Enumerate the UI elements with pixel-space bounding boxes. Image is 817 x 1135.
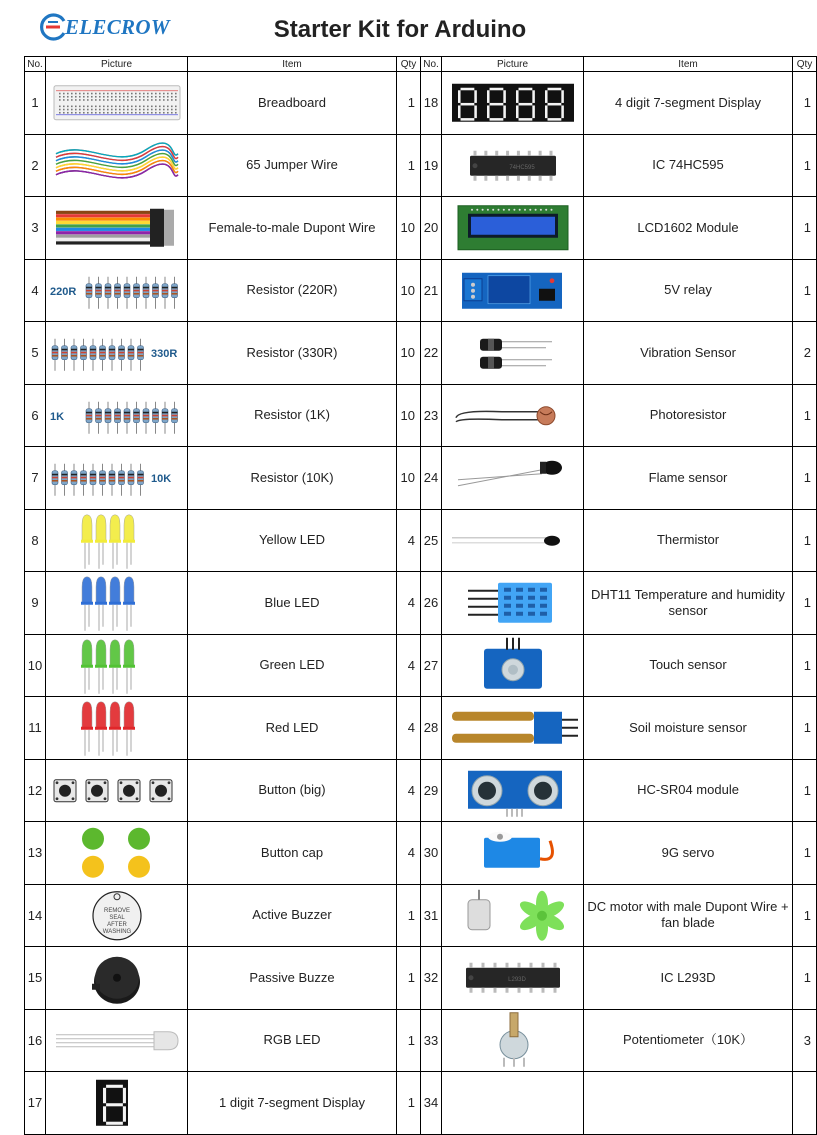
table-row bbox=[25, 572, 817, 635]
item-picture bbox=[442, 197, 584, 260]
servo-icon bbox=[442, 822, 584, 884]
parts-table bbox=[24, 56, 817, 1135]
item-picture bbox=[46, 572, 188, 635]
led-icon bbox=[46, 510, 188, 572]
motor-icon bbox=[442, 885, 584, 947]
item-name: Resistor (1K) bbox=[188, 384, 397, 447]
item-name: Soil moisture sensor bbox=[584, 697, 793, 760]
item-picture bbox=[46, 72, 188, 135]
vibration-icon bbox=[442, 322, 584, 384]
item-picture bbox=[46, 1009, 188, 1072]
buzzer-active-icon bbox=[46, 885, 188, 947]
col-header-picture: Picture bbox=[46, 57, 188, 72]
item-quantity: 1 bbox=[793, 884, 817, 947]
item-picture bbox=[46, 259, 188, 322]
item-quantity: 1 bbox=[397, 1009, 421, 1072]
col-header-picture: Picture bbox=[442, 57, 584, 72]
item-number: 7 bbox=[25, 447, 46, 510]
resistor-icon bbox=[46, 385, 188, 447]
ic595-icon bbox=[442, 135, 584, 197]
svg-text:REMOVE: REMOVE bbox=[103, 907, 131, 914]
resistor-value-label: 220R bbox=[50, 285, 77, 298]
col-header-no: No. bbox=[25, 57, 46, 72]
item-number: 21 bbox=[421, 259, 442, 322]
item-quantity: 10 bbox=[397, 197, 421, 260]
item-picture bbox=[46, 822, 188, 885]
brand-name: ELECROW bbox=[65, 14, 170, 39]
ic293-icon bbox=[442, 947, 584, 1009]
resistor-value-label: 10K bbox=[151, 472, 172, 485]
item-number: 8 bbox=[25, 509, 46, 572]
resistor-icon bbox=[46, 322, 188, 384]
item-quantity: 1 bbox=[793, 634, 817, 697]
col-header-qty: Qty bbox=[793, 57, 817, 72]
item-number: 2 bbox=[25, 134, 46, 197]
table-row bbox=[25, 134, 817, 197]
item-number: 29 bbox=[421, 759, 442, 822]
item-quantity: 4 bbox=[397, 634, 421, 697]
item-quantity: 1 bbox=[793, 822, 817, 885]
item-name: Button cap bbox=[188, 822, 397, 885]
item-picture bbox=[442, 697, 584, 760]
item-name: Vibration Sensor bbox=[584, 322, 793, 385]
soil-icon bbox=[442, 697, 584, 759]
svg-text:WASHING: WASHING bbox=[102, 928, 132, 935]
col-header-item: Item bbox=[584, 57, 793, 72]
item-name: IC 74HC595 bbox=[584, 134, 793, 197]
table-row bbox=[25, 822, 817, 885]
ultrasonic-icon bbox=[442, 760, 584, 822]
item-name: Breadboard bbox=[188, 72, 397, 135]
resistor-value-label: 330R bbox=[151, 347, 178, 360]
item-name: Resistor (10K) bbox=[188, 447, 397, 510]
item-quantity: 3 bbox=[793, 1009, 817, 1072]
item-picture bbox=[46, 947, 188, 1010]
item-picture bbox=[46, 1072, 188, 1135]
table-row bbox=[25, 947, 817, 1010]
item-number: 16 bbox=[25, 1009, 46, 1072]
item-name: Flame sensor bbox=[584, 447, 793, 510]
item-number: 23 bbox=[421, 384, 442, 447]
col-header-item: Item bbox=[188, 57, 397, 72]
item-name: DHT11 Temperature and humidity sensor bbox=[584, 572, 793, 635]
item-quantity: 1 bbox=[793, 447, 817, 510]
item-picture bbox=[442, 259, 584, 322]
item-quantity: 1 bbox=[793, 572, 817, 635]
item-name: Resistor (220R) bbox=[188, 259, 397, 322]
item-number: 9 bbox=[25, 572, 46, 635]
item-picture bbox=[442, 1009, 584, 1072]
item-picture bbox=[46, 447, 188, 510]
table-header-row bbox=[25, 57, 817, 72]
item-name: Thermistor bbox=[584, 509, 793, 572]
table-row bbox=[25, 197, 817, 260]
item-quantity bbox=[793, 1072, 817, 1135]
item-number: 5 bbox=[25, 322, 46, 385]
table-row bbox=[25, 1072, 817, 1135]
table-row bbox=[25, 759, 817, 822]
item-name: Potentiometer（10K） bbox=[584, 1009, 793, 1072]
seg4-icon bbox=[442, 72, 584, 134]
item-name: Touch sensor bbox=[584, 634, 793, 697]
pot-icon bbox=[442, 1010, 584, 1072]
svg-text:L293D: L293D bbox=[508, 976, 526, 983]
resistor-icon bbox=[46, 260, 188, 322]
item-number: 27 bbox=[421, 634, 442, 697]
caps-icon bbox=[46, 822, 188, 884]
item-quantity: 1 bbox=[793, 384, 817, 447]
item-picture bbox=[442, 572, 584, 635]
buzzer-passive-icon bbox=[46, 947, 188, 1009]
item-quantity: 10 bbox=[397, 259, 421, 322]
item-quantity: 10 bbox=[397, 447, 421, 510]
item-picture bbox=[46, 759, 188, 822]
document-title: Starter Kit for Arduino bbox=[273, 16, 527, 43]
table-row bbox=[25, 509, 817, 572]
item-picture bbox=[442, 322, 584, 385]
table-row bbox=[25, 384, 817, 447]
item-quantity: 1 bbox=[397, 947, 421, 1010]
item-number: 6 bbox=[25, 384, 46, 447]
item-quantity: 4 bbox=[397, 697, 421, 760]
item-quantity: 1 bbox=[793, 134, 817, 197]
item-name: 5V relay bbox=[584, 259, 793, 322]
item-quantity: 4 bbox=[397, 509, 421, 572]
page-header bbox=[0, 0, 800, 56]
item-name: RGB LED bbox=[188, 1009, 397, 1072]
table-row bbox=[25, 322, 817, 385]
item-quantity: 1 bbox=[793, 759, 817, 822]
item-picture bbox=[46, 697, 188, 760]
item-picture bbox=[46, 197, 188, 260]
item-number: 4 bbox=[25, 259, 46, 322]
item-name: HC-SR04 module bbox=[584, 759, 793, 822]
item-picture bbox=[442, 134, 584, 197]
rgb-icon bbox=[46, 1010, 188, 1072]
item-number: 25 bbox=[421, 509, 442, 572]
seg1-icon bbox=[46, 1072, 188, 1134]
item-picture bbox=[442, 822, 584, 885]
item-name: Green LED bbox=[188, 634, 397, 697]
resistor-value-label: 1K bbox=[50, 410, 65, 423]
item-name: Blue LED bbox=[188, 572, 397, 635]
col-header-qty: Qty bbox=[397, 57, 421, 72]
button-icon bbox=[46, 760, 188, 822]
item-number: 18 bbox=[421, 72, 442, 135]
breadboard-icon bbox=[46, 72, 188, 134]
item-name: Resistor (330R) bbox=[188, 322, 397, 385]
item-quantity: 1 bbox=[397, 72, 421, 135]
item-quantity: 2 bbox=[793, 322, 817, 385]
item-name: DC motor with male Dupont Wire + fan blade bbox=[584, 884, 793, 947]
item-number: 12 bbox=[25, 759, 46, 822]
table-row bbox=[25, 447, 817, 510]
item-quantity: 4 bbox=[397, 759, 421, 822]
item-name: Photoresistor bbox=[584, 384, 793, 447]
table-row bbox=[25, 884, 817, 947]
item-picture bbox=[46, 509, 188, 572]
item-picture bbox=[46, 134, 188, 197]
item-picture bbox=[442, 1072, 584, 1135]
item-name: 4 digit 7-segment Display bbox=[584, 72, 793, 135]
item-name: 9G servo bbox=[584, 822, 793, 885]
item-picture bbox=[46, 322, 188, 385]
dht-icon bbox=[442, 572, 584, 634]
item-number: 17 bbox=[25, 1072, 46, 1135]
item-quantity: 1 bbox=[397, 134, 421, 197]
item-quantity: 10 bbox=[397, 322, 421, 385]
svg-text:AFTER: AFTER bbox=[107, 921, 127, 928]
lcd-icon bbox=[442, 197, 584, 259]
table-row bbox=[25, 259, 817, 322]
item-picture bbox=[442, 509, 584, 572]
resistor-icon bbox=[46, 447, 188, 509]
item-picture bbox=[442, 947, 584, 1010]
item-name: 1 digit 7-segment Display bbox=[188, 1072, 397, 1135]
flame-icon bbox=[442, 447, 584, 509]
item-picture bbox=[442, 72, 584, 135]
item-picture bbox=[442, 759, 584, 822]
item-number: 1 bbox=[25, 72, 46, 135]
item-quantity: 4 bbox=[397, 572, 421, 635]
item-number: 19 bbox=[421, 134, 442, 197]
item-quantity: 10 bbox=[397, 384, 421, 447]
item-number: 13 bbox=[25, 822, 46, 885]
item-quantity: 1 bbox=[793, 197, 817, 260]
item-name: LCD1602 Module bbox=[584, 197, 793, 260]
item-number: 10 bbox=[25, 634, 46, 697]
item-name: Active Buzzer bbox=[188, 884, 397, 947]
item-number: 32 bbox=[421, 947, 442, 1010]
table-row bbox=[25, 697, 817, 760]
relay-icon bbox=[442, 260, 584, 322]
item-number: 22 bbox=[421, 322, 442, 385]
led-icon bbox=[46, 697, 188, 759]
col-header-no: No. bbox=[421, 57, 442, 72]
item-number: 26 bbox=[421, 572, 442, 635]
item-quantity: 1 bbox=[793, 259, 817, 322]
item-name: 65 Jumper Wire bbox=[188, 134, 397, 197]
item-picture bbox=[442, 384, 584, 447]
item-quantity: 1 bbox=[397, 884, 421, 947]
table-row bbox=[25, 634, 817, 697]
item-name: Button (big) bbox=[188, 759, 397, 822]
item-name: Yellow LED bbox=[188, 509, 397, 572]
item-quantity: 4 bbox=[397, 822, 421, 885]
dupont-icon bbox=[46, 197, 188, 259]
item-number: 30 bbox=[421, 822, 442, 885]
item-picture bbox=[46, 884, 188, 947]
item-number: 34 bbox=[421, 1072, 442, 1135]
thermistor-icon bbox=[442, 510, 584, 572]
item-name: IC L293D bbox=[584, 947, 793, 1010]
item-quantity: 1 bbox=[793, 947, 817, 1010]
item-name bbox=[584, 1072, 793, 1135]
item-quantity: 1 bbox=[793, 72, 817, 135]
item-number: 20 bbox=[421, 197, 442, 260]
item-number: 31 bbox=[421, 884, 442, 947]
item-quantity: 1 bbox=[793, 509, 817, 572]
svg-text:74HC595: 74HC595 bbox=[509, 164, 535, 171]
led-icon bbox=[46, 635, 188, 697]
item-number: 33 bbox=[421, 1009, 442, 1072]
item-name: Passive Buzze bbox=[188, 947, 397, 1010]
item-number: 3 bbox=[25, 197, 46, 260]
item-number: 28 bbox=[421, 697, 442, 760]
item-picture bbox=[442, 447, 584, 510]
item-quantity: 1 bbox=[793, 697, 817, 760]
jumper-icon bbox=[46, 135, 188, 197]
item-picture bbox=[46, 634, 188, 697]
item-picture bbox=[442, 634, 584, 697]
item-picture bbox=[46, 384, 188, 447]
item-name: Red LED bbox=[188, 697, 397, 760]
svg-text:SEAL: SEAL bbox=[109, 914, 125, 921]
table-row bbox=[25, 1009, 817, 1072]
item-number: 24 bbox=[421, 447, 442, 510]
led-icon bbox=[46, 572, 188, 634]
touch-icon bbox=[442, 635, 584, 697]
item-number: 11 bbox=[25, 697, 46, 760]
photo-icon bbox=[442, 385, 584, 447]
table-row bbox=[25, 72, 817, 135]
item-name: Female-to-male Dupont Wire bbox=[188, 197, 397, 260]
item-number: 14 bbox=[25, 884, 46, 947]
item-quantity: 1 bbox=[397, 1072, 421, 1135]
item-number: 15 bbox=[25, 947, 46, 1010]
item-picture bbox=[442, 884, 584, 947]
